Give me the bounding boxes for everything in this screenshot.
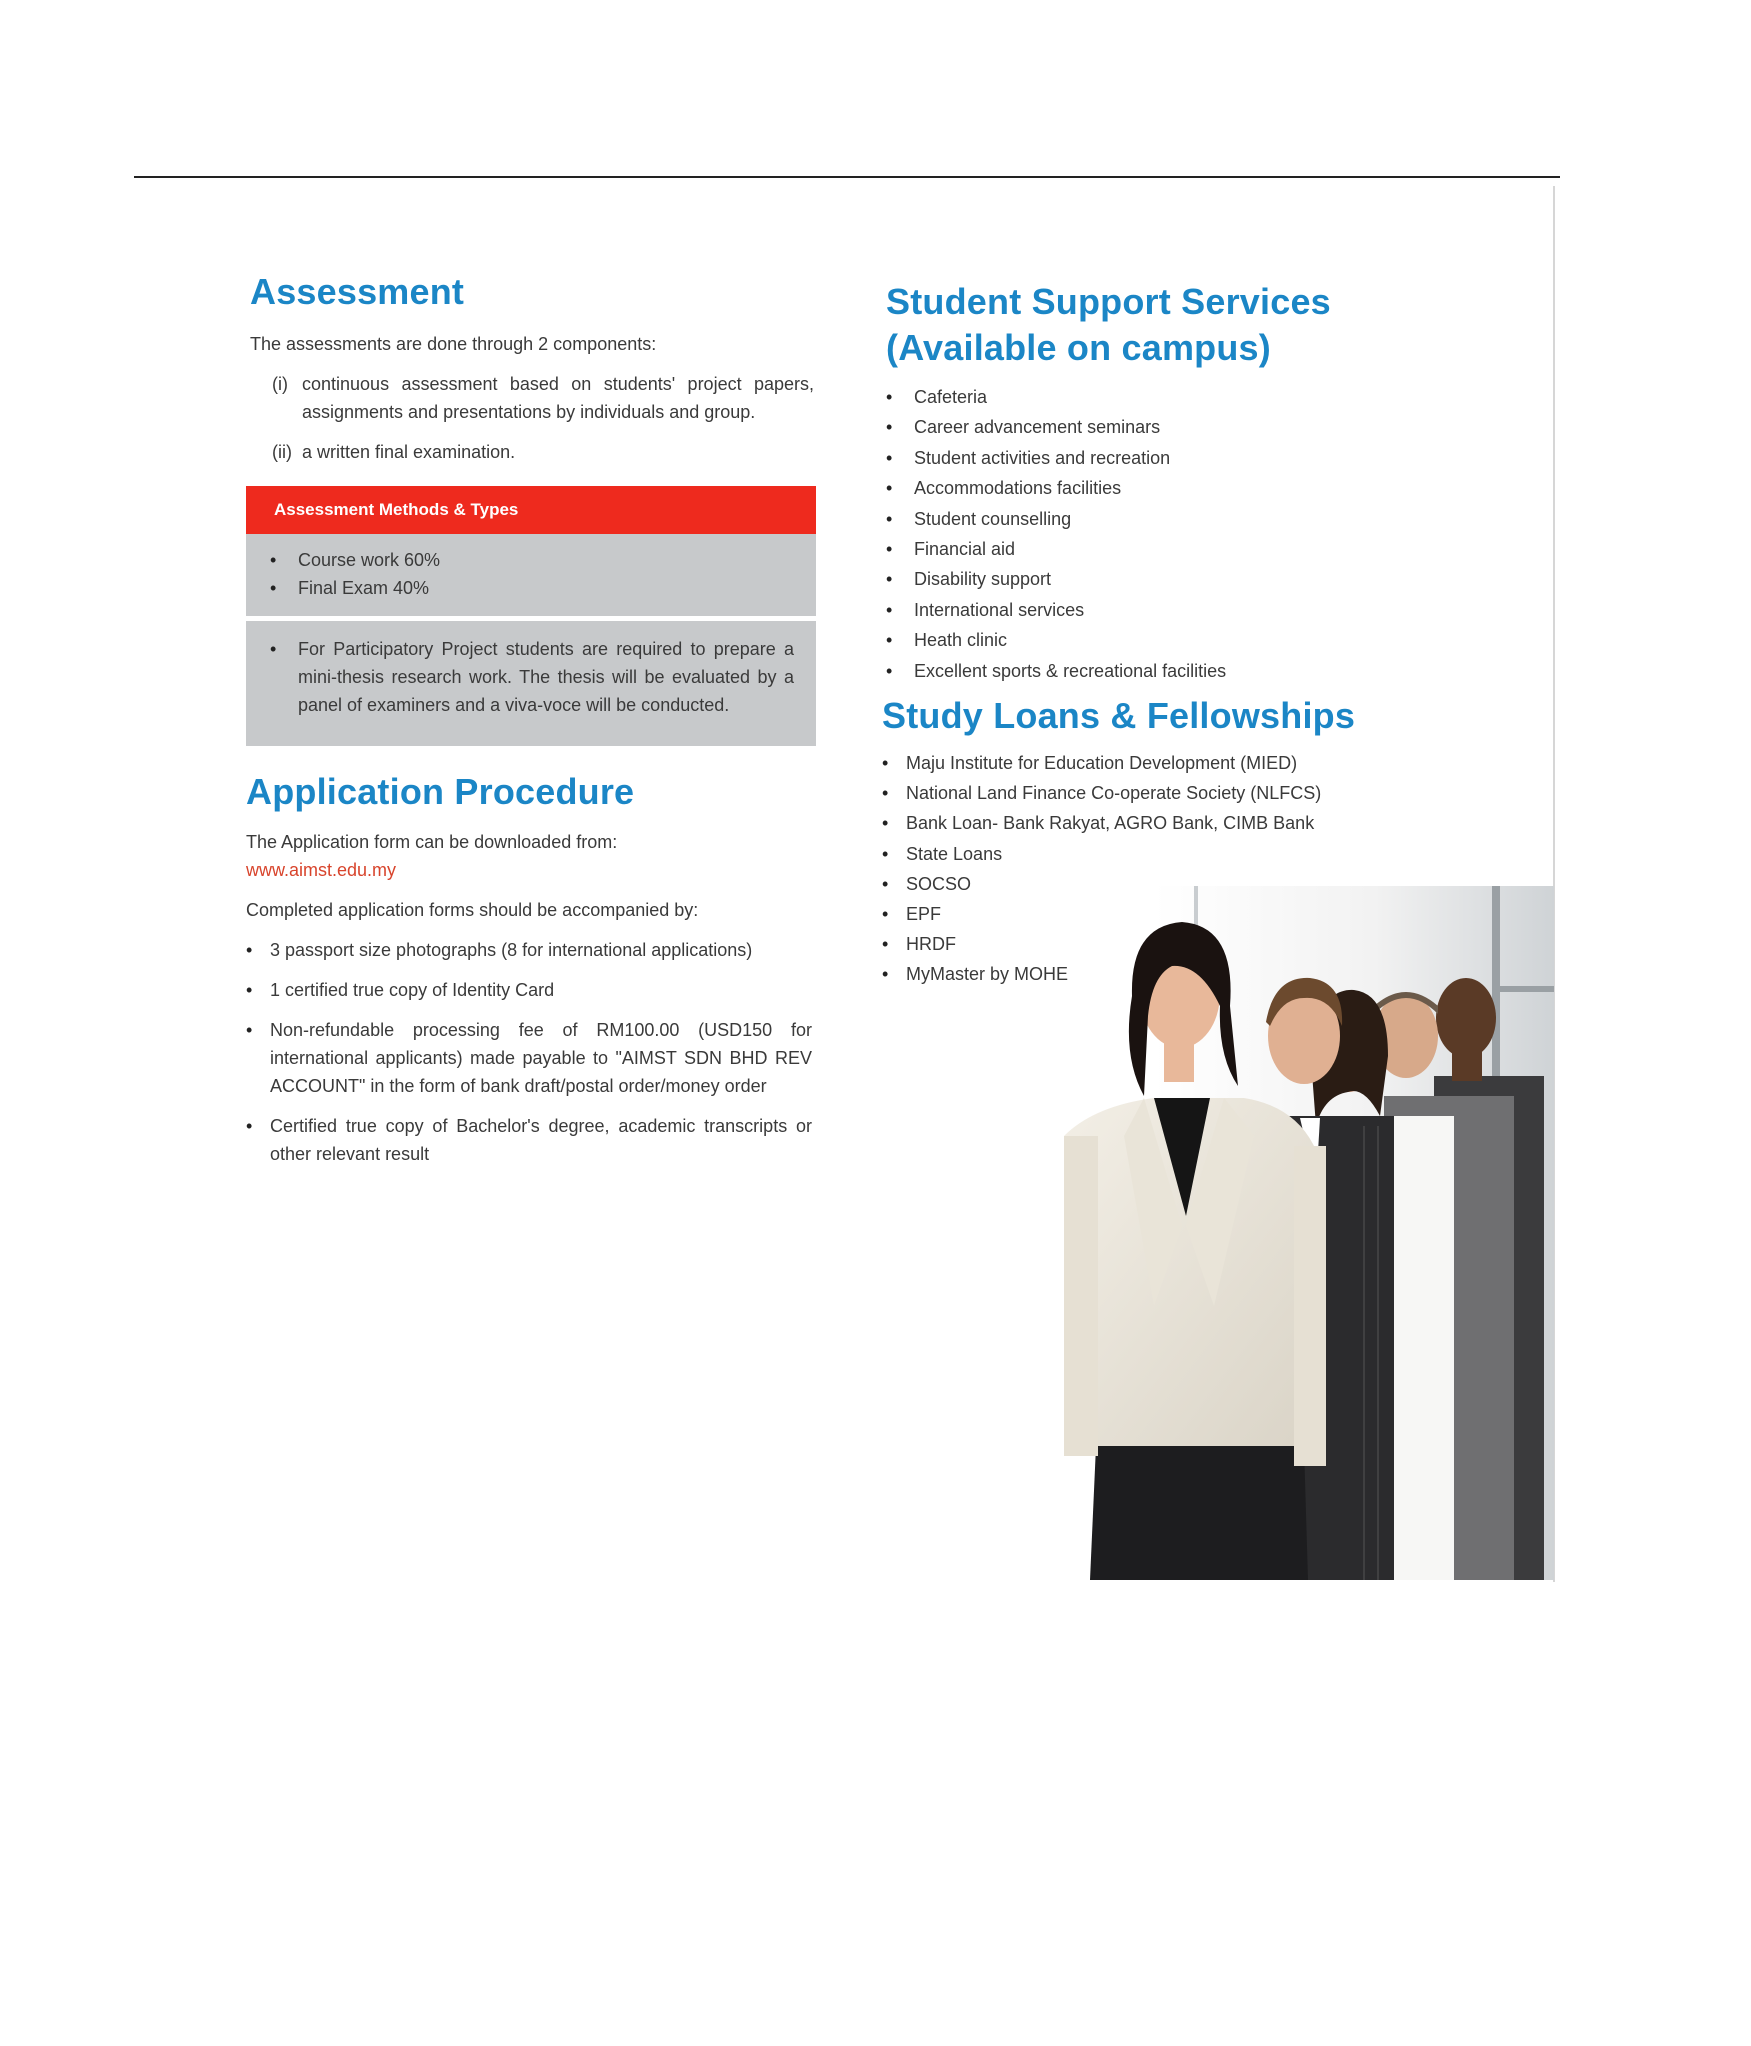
list-item: • Course work 60% <box>270 546 816 574</box>
list-item: • Career advancement seminars <box>886 412 1446 442</box>
list-item: • Disability support <box>886 564 1446 594</box>
assessment-intro: The assessments are done through 2 components: <box>250 334 657 354</box>
list-item: • Non-refundable processing fee of RM100.00 (USD150 for international applicants) made payable to "AIMST SDN BHD REV ACCOUNT" in the form of bank draft/postal order/money order <box>246 1016 812 1100</box>
bullet-icon: • <box>882 813 889 834</box>
list-item: • For Participatory Project students are required to prepare a mini-thesis research work. The thesis will be evaluated by a panel of examiners and a viva-voce will be conducted. <box>270 635 794 719</box>
bullet-icon: • <box>882 904 889 925</box>
application-url-link[interactable]: www.aimst.edu.my <box>246 860 397 880</box>
list-item: • 1 certified true copy of Identity Card <box>246 976 812 1004</box>
bullet-icon: • <box>882 783 889 804</box>
list-item: • Student activities and recreation <box>886 443 1446 473</box>
component-number: (ii) <box>272 442 292 462</box>
top-rule <box>134 176 1560 178</box>
assessment-methods-table <box>246 486 816 746</box>
component-text: continuous assessment based on students' project papers, assignments and presentations by individuals and group. <box>302 374 814 422</box>
list-item: • Excellent sports & recreational facilities <box>886 656 1446 686</box>
component-number: (i) <box>272 374 288 394</box>
bullet-icon: • <box>270 550 277 570</box>
bullet-icon: • <box>886 417 893 438</box>
bullet-icon: • <box>882 934 889 955</box>
bullet-icon: • <box>882 964 889 985</box>
support-title-line2: (Available on campus) <box>886 327 1271 368</box>
list-item: • Maju Institute for Education Development (MIED) <box>882 748 1442 778</box>
assessment-component-1 <box>272 370 814 426</box>
bullet-icon: • <box>886 660 893 681</box>
bullet-icon: • <box>886 569 893 590</box>
bullet-icon: • <box>886 447 893 468</box>
assessment-title: Assessment <box>250 271 465 312</box>
list-item: • Accommodations facilities <box>886 473 1446 503</box>
list-item: • Financial aid <box>886 534 1446 564</box>
bullet-icon: • <box>886 508 893 529</box>
bullet-icon: • <box>246 980 253 1000</box>
list-item: • International services <box>886 595 1446 625</box>
bullet-icon: • <box>886 630 893 651</box>
list-item: • Certified true copy of Bachelor's degree, academic transcripts or other relevant result <box>246 1112 812 1168</box>
application-accompanied-text: Completed application forms should be accompanied by: <box>246 900 699 920</box>
bullet-icon: • <box>882 873 889 894</box>
bullet-icon: • <box>246 940 253 960</box>
bullet-icon: • <box>886 478 893 499</box>
list-item: • Heath clinic <box>886 625 1446 655</box>
list-item: • HRDF <box>882 929 1442 959</box>
list-item: • EPF <box>882 899 1442 929</box>
list-item: • SOCSO <box>882 869 1442 899</box>
bullet-icon: • <box>882 843 889 864</box>
bullet-icon: • <box>246 1116 253 1136</box>
application-download-text: The Application form can be downloaded from: <box>246 832 618 852</box>
bullet-icon: • <box>886 539 893 560</box>
list-item: • State Loans <box>882 839 1442 869</box>
loans-title: Study Loans & Fellowships <box>882 695 1356 736</box>
list-item: • Student counselling <box>886 504 1446 534</box>
support-title-line1: Student Support Services <box>886 281 1331 322</box>
list-item: • MyMaster by MOHE <box>882 959 1442 989</box>
list-item: • National Land Finance Co-operate Society (NLFCS) <box>882 778 1442 808</box>
support-services-list <box>886 382 1446 686</box>
list-item: • Final Exam 40% <box>270 574 816 602</box>
bullet-icon: • <box>246 1020 253 1040</box>
list-item: • Cafeteria <box>886 382 1446 412</box>
bullet-icon: • <box>270 639 277 659</box>
list-item: • 3 passport size photographs (8 for international applications) <box>246 936 812 964</box>
assessment-methods-note <box>246 621 816 746</box>
bullet-icon: • <box>270 578 277 598</box>
assessment-methods-weights <box>246 534 816 616</box>
application-title: Application Procedure <box>246 771 635 812</box>
bullet-icon: • <box>886 387 893 407</box>
component-text: a written final examination. <box>302 442 516 462</box>
application-requirements-list <box>246 936 812 1168</box>
list-item: • Bank Loan- Bank Rakyat, AGRO Bank, CIMB Bank <box>882 808 1442 838</box>
bullet-icon: • <box>882 753 889 773</box>
assessment-methods-header: Assessment Methods & Types <box>246 486 816 534</box>
assessment-component-2 <box>272 438 814 466</box>
business-people-photo <box>1004 886 1554 1580</box>
bullet-icon: • <box>886 599 893 620</box>
